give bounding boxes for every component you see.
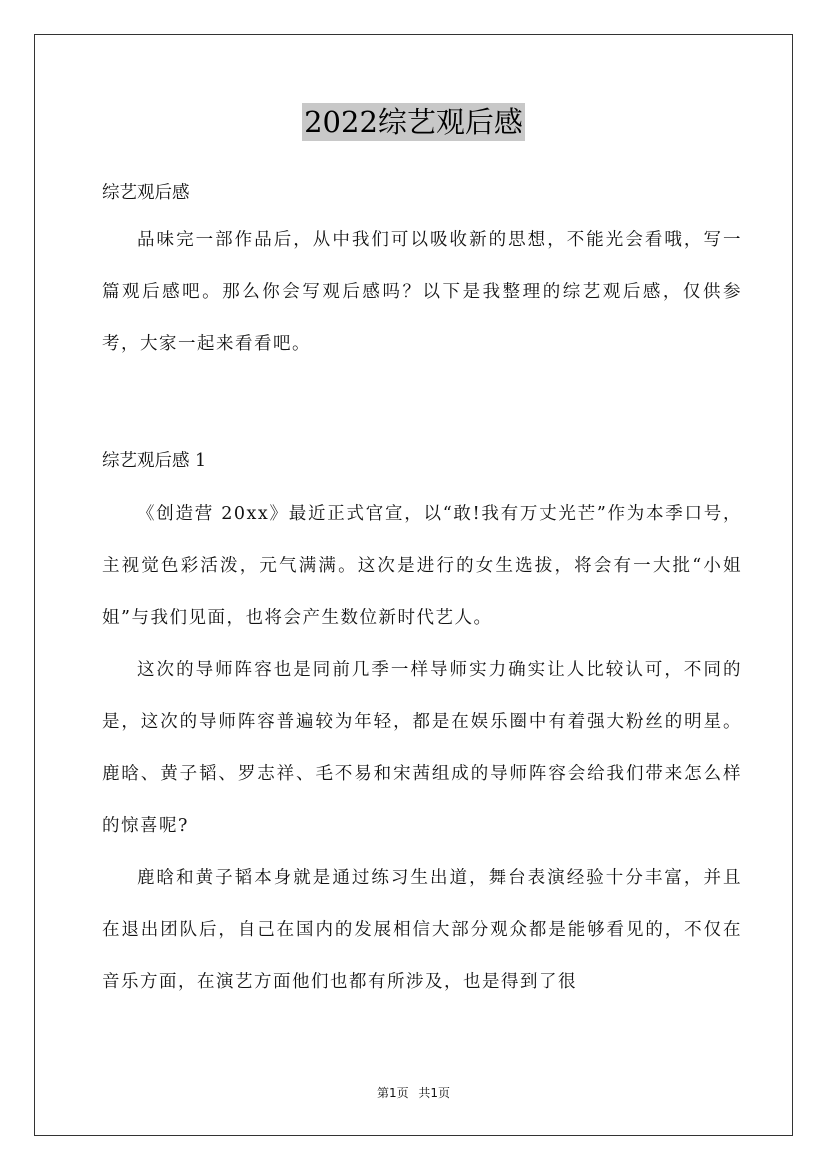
page-number: 第1页 xyxy=(376,1086,409,1100)
intro-paragraph: 品味完一部作品后，从中我们可以吸收新的思想，不能光会看哦，写一篇观后感吧。那么你会写观后感吗？以下是我整理的综艺观后感，仅供参考，大家一起来看看吧。 xyxy=(102,230,742,354)
section1-paragraph-3: 鹿晗和黄子韬本身就是通过练习生出道，舞台表演经验十分丰富，并且在退出团队后，自己在国内的发展相信大部分观众都是能够看见的，不仅在音乐方面，在演艺方面他们也都有所涉及，也是得到了很 xyxy=(102,868,742,992)
document-body xyxy=(102,172,742,1008)
page-footer xyxy=(0,1084,827,1101)
title-wrap xyxy=(0,103,827,141)
intro-heading: 综艺观后感 xyxy=(102,183,190,203)
section1-heading: 综艺观后感 1 xyxy=(102,451,207,471)
section1-paragraph-1: 《创造营 20xx》最近正式官宣，以“敢!我有万丈光芒”作为本季口号，主视觉色彩活泼，元气满满。这次是进行的女生选拔，将会有一大批“小姐姐”与我们见面，也将会产生数位新时代艺人。 xyxy=(102,504,742,628)
section-gap xyxy=(102,370,742,440)
page-total: 共1页 xyxy=(418,1086,451,1100)
document-title: 2022综艺观后感 xyxy=(304,105,523,139)
section1-paragraph-2: 这次的导师阵容也是同前几季一样导师实力确实让人比较认可，不同的是，这次的导师阵容普遍较为年轻，都是在娱乐圈中有着强大粉丝的明星。鹿晗、黄子韬、罗志祥、毛不易和宋茜组成的导师阵容会给我们带来怎么样的惊喜呢? xyxy=(102,660,742,836)
